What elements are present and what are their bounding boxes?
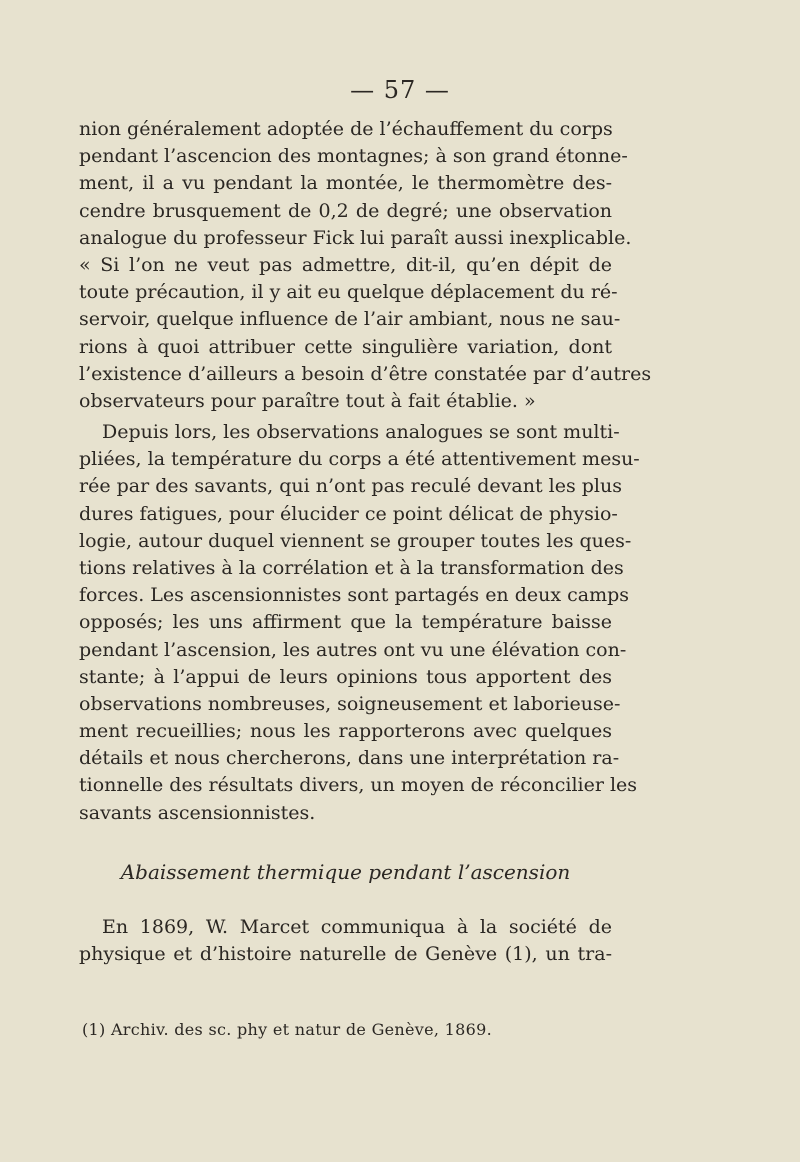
text-line: En 1869, W. Marcet communiqua à la société de — [102, 916, 612, 938]
text-line: opposés; les uns affirment que la température baisse — [79, 611, 612, 634]
paragraph-3 — [79, 914, 612, 968]
text-line: logie, autour duquel viennent se grouper toutes les ques- — [79, 529, 632, 552]
text-line: ment recueillies; nous les rapporterons avec quelques — [79, 720, 612, 743]
text-line: pliées, la température du corps a été attentivement mesu- — [79, 448, 640, 471]
page-number: — 57 — — [350, 76, 450, 104]
text-line: tionnelle des résultats divers, un moyen de réconcilier les — [79, 774, 638, 797]
text-line: nion généralement adoptée de l’échauffement du corps — [79, 118, 613, 140]
footnote: (1) Archiv. des sc. phy et natur de Genève, 1869. — [82, 1020, 492, 1039]
text-line: rée par des savants, qui n’ont pas reculé devant les plus — [79, 475, 622, 498]
text-line: forces. Les ascensionnistes sont partagés en deux camps — [79, 584, 630, 607]
section-heading: Abaissement thermique pendant l’ascension — [120, 860, 571, 884]
text-line: « Si l’on ne veut pas admettre, dit-il, qu’en dépit de — [79, 253, 612, 276]
text-line: stante; à l’appui de leurs opinions tous apportent des — [79, 665, 612, 688]
text-line: cendre brusquement de 0,2 de degré; une observation — [79, 199, 612, 222]
paragraph-2 — [79, 419, 640, 827]
text-line: physique et d’histoire naturelle de Genève (1), un tra- — [79, 943, 612, 966]
text-line: rions à quoi attribuer cette singulière variation, dont — [79, 335, 612, 358]
text-line: Depuis lors, les observations analogues se sont multi- — [102, 421, 620, 443]
text-line: dures fatigues, pour élucider ce point délicat de physio- — [79, 502, 618, 525]
text-line: observateurs pour paraître tout à fait établie. » — [79, 389, 536, 412]
text-line: pendant l’ascencion des montagnes; à son grand étonne- — [79, 145, 628, 168]
text-line: pendant l’ascension, les autres ont vu une élévation con- — [79, 638, 627, 661]
text-line: toute précaution, il y ait eu quelque déplacement du ré- — [79, 281, 618, 304]
text-line: savants ascensionnistes. — [79, 801, 316, 824]
text-line: l’existence d’ailleurs a besoin d’être constatée par d’autres — [79, 362, 652, 385]
text-line: observations nombreuses, soigneusement et laborieuse- — [79, 692, 621, 715]
text-line: tions relatives à la corrélation et à la transformation des — [79, 556, 624, 579]
text-line: servoir, quelque influence de l’air ambiant, nous ne sau- — [79, 308, 621, 331]
paragraph-1 — [79, 116, 652, 415]
text-line: analogue du professeur Fick lui paraît aussi inexplicable. — [79, 226, 632, 249]
text-line: ment, il a vu pendant la montée, le thermomètre des- — [79, 172, 612, 195]
text-line: détails et nous chercherons, dans une interprétation ra- — [79, 747, 620, 770]
